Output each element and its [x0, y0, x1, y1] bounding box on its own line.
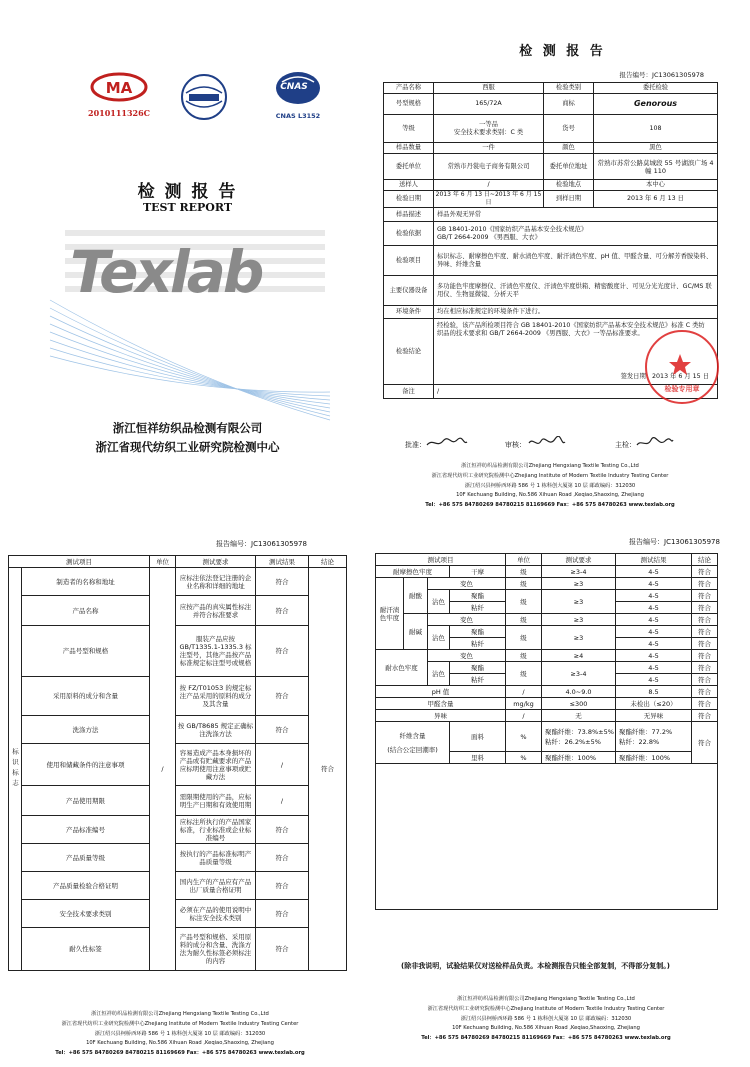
result-cell: 符合 — [256, 900, 309, 928]
item-cell: 产品标准编号 — [22, 816, 150, 844]
sub-cell: 变色 — [428, 650, 506, 662]
cell-label: 到样日期 — [544, 191, 594, 208]
grade-line-2: 安全技术要求类别：C 类 — [453, 128, 524, 136]
req-cell: 按执行的产品标准标明产品质量等级 — [176, 844, 256, 872]
sub-cell: 聚酯 — [450, 662, 506, 674]
cell-label: 环境条件 — [384, 306, 434, 319]
cert-number: 2010111326C — [88, 108, 151, 118]
cell-value: 2013 年 6 月 13 日 — [594, 191, 718, 208]
cell-label: 等级 — [384, 115, 434, 143]
cell-label: 货号 — [544, 115, 594, 143]
seal-text: 检验专用章 — [664, 385, 700, 393]
cell-label: 主要仪器设备 — [384, 276, 434, 306]
item-cell: 产品使用期限 — [22, 786, 150, 816]
cell-value: 标识标志、耐摩擦色牢度、耐水渍色牢度、耐汗渍色牢度、pH 值、甲醛含量、可分解芳香胺染料、异味、纤维含量 — [434, 246, 718, 276]
req-cell: ≥4 — [542, 650, 616, 662]
cell-value: 样品外观无异常 — [434, 208, 718, 222]
item-cell: 使用和储藏条件的注意事项 — [22, 744, 150, 786]
conclusion-text: 经检验，该产品所检项目符合 GB 18401-2010《国家纺织产品基本安全技术规范》标准 C 类纺织品的技术要求和 GB/T 2664-2009 《男西服、大衣》一等品标准要求。 — [437, 322, 705, 337]
result-cell: 符合 — [256, 568, 309, 596]
unit-cell: mg/kg — [506, 698, 542, 710]
brand-logo: Texlab — [70, 238, 262, 306]
conclusion-cell: 符合 — [692, 602, 718, 614]
cell-value: 西服 — [434, 83, 544, 94]
p3-disclaimer: (除非我说明，试验结果仅对送检样品负责。本检测报告只能全部复制，不得部分复制。) — [401, 962, 670, 970]
sub-cell: 变色 — [428, 614, 506, 626]
req-cell: ≥3 — [542, 614, 616, 626]
cover-page — [0, 0, 375, 525]
p2-label-table — [8, 555, 347, 971]
sub-cell: 面料 — [450, 722, 506, 752]
result-cell: 符合 — [256, 816, 309, 844]
header-cell: 测试要求 — [542, 554, 616, 566]
result-cell: 4-5 — [616, 602, 692, 614]
audit-signature-icon — [527, 436, 567, 450]
req-cell: 应按产品的真实属性标注并符合标准要求 — [176, 596, 256, 626]
req-cell: 服装产品应按 GB/T1335.1-1335.3 标注型号，其他产品按产品标准规定标注型号或规格 — [176, 626, 256, 677]
footer-line: 10F Kechuang Building, No.586 Xihuan Road ,Keqiao,Shaoxing, Zhejiang — [456, 492, 644, 498]
issue-date-label: 签发日期： — [620, 373, 653, 380]
fiber-res-2: 粘纤：22.8% — [619, 737, 660, 746]
sub-cell: 粘纤 — [450, 602, 506, 614]
ilac-logo — [180, 73, 228, 125]
audit-label: 审核： — [505, 441, 526, 449]
conclusion-cell: 符合 — [692, 590, 718, 602]
item-cell: 产品名称 — [22, 596, 150, 626]
grade-line-1: 一等品 — [479, 120, 498, 128]
req-cell: ≥3-4 — [542, 566, 616, 578]
req-cell: 应标注所执行的产品国家标准，行业标准或企业标准编号 — [176, 816, 256, 844]
footer-line: 浙江省现代纺织工业研究院检测中心Zhejiang Institute of Modern Textile Industry Testing Center — [61, 1021, 299, 1027]
item-cell: 制造者的名称和地址 — [22, 568, 150, 596]
basis-line-2: GB/T 2664-2009 《男西服、大衣》 — [437, 233, 541, 241]
fiber-res-1: 聚酯纤维：77.2% — [619, 727, 673, 736]
req-cell: ≤300 — [542, 698, 616, 710]
item-cell: 甲醛含量 — [376, 698, 506, 710]
cell-label: 检验项目 — [384, 246, 434, 276]
cell-label: 样品描述 — [384, 208, 434, 222]
cell-value: 均在相应标准规定的环境条件下进行。 — [434, 306, 718, 319]
footer-line: Tel：+86 575 84780269 84780215 81169669 Fax：+86 575 84780263 www.texlab.org — [55, 1050, 305, 1056]
approve-label: 批准： — [405, 441, 426, 449]
header-cell: 测试结果 — [616, 554, 692, 566]
conclusion-cell: 符合 — [692, 566, 718, 578]
sub-cell: 聚酯 — [450, 626, 506, 638]
result-cell: 符合 — [256, 716, 309, 744]
cell-value: 常熟市苏常公路莫城段 55 号湖滨广场 4 幢 110 — [594, 154, 718, 180]
unit-cell: 级 — [506, 614, 542, 626]
result-cell: 4-5 — [616, 626, 692, 638]
fiber-item-label: 纤维含量 — [399, 731, 426, 740]
cell-value: 2013 年 6 月 13 日~2013 年 6 月 15 日 — [434, 191, 544, 208]
footer-line: Tel：+86 575 84780269 84780215 81169669 Fax：+86 575 84780263 www.texlab.org — [421, 1035, 671, 1041]
sub-cell: 里料 — [450, 752, 506, 764]
req-cell: 容易造成产品本身损坏的产品或有贮藏要求的产品应标明使用注意事项或贮藏方法 — [176, 744, 256, 786]
item-cell: 产品质量检验合格证明 — [22, 872, 150, 900]
cell-label: 备注 — [384, 385, 434, 399]
issue-date-value: 2013 年 6 月 15 日 — [652, 373, 709, 380]
cell-value: 委托检验 — [594, 83, 718, 94]
sub-cell: 干摩 — [450, 566, 506, 578]
conclusion-cell: 符合 — [692, 710, 718, 722]
result-cell: 聚酯纤维：100% — [616, 752, 692, 764]
report-page-3 — [375, 525, 750, 1067]
item-cell: 耐摩擦色牢度 — [376, 566, 450, 578]
header-cell: 结论 — [309, 556, 347, 568]
cell-value: / — [434, 180, 544, 191]
unit-cell: 级 — [506, 662, 542, 686]
header-cell: 测试结果 — [256, 556, 309, 568]
cell-label: 产品名称 — [384, 83, 434, 94]
conclusion-cell: 符合 — [692, 626, 718, 638]
p1-title: 检 测 报 告 — [519, 44, 606, 59]
cell-value: 黑色 — [594, 143, 718, 154]
cell-value: 多功能色牢度摩擦仪、汗渍色牢度仪、汗渍色牢度烘箱、精密酸度计、可见分光光度计、GC/MS 联用仪、生物显微镜、分析天平 — [434, 276, 718, 306]
cell-label: 检验日期 — [384, 191, 434, 208]
result-cell: 无异味 — [616, 710, 692, 722]
footer-line: Tel：+86 575 84780269 84780215 81169669 Fax：+86 575 84780263 www.texlab.org — [425, 502, 675, 508]
company-name-2: 浙江省现代纺织工业研究院检测中心 — [95, 440, 280, 454]
blank-area — [376, 764, 718, 910]
main-label: 主检： — [615, 441, 636, 449]
item-cell: pH 值 — [376, 686, 506, 698]
sub-cell: 粘纤 — [450, 638, 506, 650]
item-cell: 异味 — [376, 710, 506, 722]
conclusion-cell: 符合 — [692, 722, 718, 764]
footer-line: 浙江省现代纺织工业研究院检测中心Zhejiang Institute of Modern Textile Industry Testing Center — [431, 473, 669, 479]
cell-label: 颜色 — [544, 143, 594, 154]
p3-report-number: 报告编号：JC13061305978 — [629, 538, 720, 546]
cell-label: 检验地点 — [544, 180, 594, 191]
p2-footer — [10, 1010, 350, 1056]
req-cell: ≥3 — [542, 590, 616, 614]
cell-value: / — [434, 385, 718, 399]
result-cell: 符合 — [256, 872, 309, 900]
item-cell: 产品质量等级 — [22, 844, 150, 872]
conclusion-cell: 符合 — [692, 578, 718, 590]
cell-label: 检验结论 — [384, 319, 434, 385]
p3-results-table — [375, 553, 718, 910]
cell-label: 检验类别 — [544, 83, 594, 94]
item-cell: 产品号型和规格 — [22, 626, 150, 677]
inspection-seal — [645, 330, 719, 404]
conclusion-cell: 符合 — [692, 662, 718, 674]
result-cell: 8.5 — [616, 686, 692, 698]
cnas-text: CNAS — [280, 82, 308, 92]
cell-value — [434, 115, 544, 143]
conclusion-cell: 符合 — [309, 568, 347, 971]
req-cell: 需限期使用的产品，应标明生产日期和有效使用期 — [176, 786, 256, 816]
result-cell: 4-5 — [616, 662, 692, 674]
cell-value: 常熟市丹裳电子商务有限公司 — [434, 154, 544, 180]
req-cell — [542, 722, 616, 752]
unit-cell: 级 — [506, 566, 542, 578]
conclusion-cell: 符合 — [692, 614, 718, 626]
result-cell: 符合 — [256, 626, 309, 677]
cell-label: 委托单位地址 — [544, 154, 594, 180]
sub-cell: 变色 — [428, 578, 506, 590]
unit-cell: / — [150, 568, 176, 971]
req-cell: ≥3-4 — [542, 662, 616, 686]
company-name-1: 浙江恒祥纺织品检测有限公司 — [112, 421, 263, 435]
header-cell: 测试项目 — [9, 556, 150, 568]
item-cell: 耐水色牢度 — [376, 650, 428, 686]
req-cell: 无 — [542, 710, 616, 722]
footer-line: 10F Kechuang Building, No.586 Xihuan Road ,Keqiao,Shaoxing, Zhejiang — [86, 1040, 274, 1046]
unit-cell: 级 — [506, 590, 542, 614]
cell-label: 商标 — [544, 94, 594, 115]
footer-line: 浙江绍兴县柯桥西环路 586 号 1 栋科创大厦第 10 层 邮政编码：312030 — [94, 1031, 266, 1037]
footer-line: 浙江恒祥纺织品检测有限公司Zhejiang Hengxiang Textile Testing Co.,Ltd — [457, 996, 635, 1002]
header-cell: 单位 — [506, 554, 542, 566]
unit-cell: 级 — [506, 578, 542, 590]
footer-line: 浙江绍兴县柯桥西环路 586 号 1 栋科创大厦第 10 层 邮政编码：312030 — [464, 483, 636, 489]
req-cell: ≥3 — [542, 626, 616, 650]
p1-footer — [385, 462, 715, 508]
conclusion-cell: 符合 — [692, 686, 718, 698]
unit-cell: 级 — [506, 650, 542, 662]
cover-title-cn: 检 测 报 告 — [137, 182, 238, 202]
cell-label: 检验依据 — [384, 222, 434, 246]
cell-label: 样品数量 — [384, 143, 434, 154]
cell-value: 本中心 — [594, 180, 718, 191]
item-cell: 耐汗渍色牢度 — [376, 578, 404, 650]
req-cell: ≥3 — [542, 578, 616, 590]
sub-cell: 粘纤 — [450, 674, 506, 686]
footer-line: 10F Kechuang Building, No.586 Xihuan Road ,Keqiao,Shaoxing, Zhejiang — [452, 1025, 640, 1031]
item-cell: 洗涤方法 — [22, 716, 150, 744]
req-cell: 按 FZ/T01053 的规定标注产品采用的原料的成分及其含量 — [176, 677, 256, 716]
req-cell: 聚酯纤维：100% — [542, 752, 616, 764]
item-cell — [376, 722, 450, 764]
conclusion-cell: 符合 — [692, 638, 718, 650]
req-cell: 4.0~9.0 — [542, 686, 616, 698]
result-cell: / — [256, 786, 309, 816]
footer-line: 浙江恒祥纺织品检测有限公司Zhejiang Hengxiang Textile Testing Co.,Ltd — [91, 1011, 269, 1017]
cell-value: 165/72A — [434, 94, 544, 115]
unit-cell: / — [506, 686, 542, 698]
footer-line: 浙江省现代纺织工业研究院检测中心Zhejiang Institute of Modern Textile Industry Testing Center — [427, 1006, 665, 1012]
cnas-code: CNAS L3152 — [275, 112, 321, 120]
footer-line: 浙江绍兴县柯桥西环路 586 号 1 栋科创大厦第 10 层 邮政编码：312030 — [460, 1016, 632, 1022]
result-cell: 未检出（≤20） — [616, 698, 692, 710]
req-cell: 按 GB/T8685 规定正确标注洗涤方法 — [176, 716, 256, 744]
req-cell: 产品号型和规格、采用原料的成分和含量、洗涤方法为耐久性标签必须标注的内容 — [176, 928, 256, 971]
result-cell: 4-5 — [616, 614, 692, 626]
sub-cell: 耐碱 — [404, 614, 428, 650]
req-cell: 必须在产品的使用说明中标注安全技术类别 — [176, 900, 256, 928]
cell-value: 108 — [594, 115, 718, 143]
item-cell: 安全技术要求类别 — [22, 900, 150, 928]
unit-cell: / — [506, 710, 542, 722]
unit-cell: % — [506, 752, 542, 764]
cover-title-en: TEST REPORT — [142, 201, 233, 214]
fiber-req-1: 聚酯纤维：73.8%±5% — [545, 727, 614, 736]
item-cell: 耐久性标签 — [22, 928, 150, 971]
result-cell: 4-5 — [616, 566, 692, 578]
result-cell: 4-5 — [616, 650, 692, 662]
conclusion-cell: 符合 — [692, 650, 718, 662]
report-page-1 — [375, 0, 750, 525]
result-cell: 4-5 — [616, 674, 692, 686]
header-cell: 结论 — [692, 554, 718, 566]
conclusion-cell: 符合 — [692, 698, 718, 710]
result-cell: 符合 — [256, 596, 309, 626]
sub-cell: 耐酸 — [404, 578, 428, 614]
result-cell: 符合 — [256, 844, 309, 872]
header-cell: 单位 — [150, 556, 176, 568]
cma-logo — [88, 70, 150, 118]
header-cell: 测试要求 — [176, 556, 256, 568]
sub-cell: 沾色 — [428, 626, 450, 650]
main-signature-icon — [635, 436, 675, 450]
cell-label: 委托单位 — [384, 154, 434, 180]
result-cell: 符合 — [256, 677, 309, 716]
result-cell: 4-5 — [616, 638, 692, 650]
svg-text:MA: MA — [105, 79, 133, 97]
sub-cell: 聚酯 — [450, 590, 506, 602]
cell-value — [594, 94, 718, 115]
p3-footer — [375, 995, 717, 1041]
cnas-logo — [268, 70, 328, 120]
item-cell: 采用原料的成分和含量 — [22, 677, 150, 716]
fiber-item-note: (结合公定回潮率) — [387, 745, 438, 754]
result-cell: / — [256, 744, 309, 786]
cma-logo-icon — [88, 70, 150, 104]
p2-report-number: 报告编号：JC13061305978 — [216, 540, 307, 548]
group-cell: 标识标志 — [9, 568, 22, 971]
basis-line-1: GB 18401-2010《国家纺织产品基本安全技术规范》 — [437, 225, 588, 233]
cell-value — [434, 222, 718, 246]
footer-line: 浙江恒祥纺织品检测有限公司Zhejiang Hengxiang Textile Testing Co.,Ltd — [461, 463, 639, 469]
unit-cell: 级 — [506, 626, 542, 650]
req-cell: 国内生产的产品应有产品出厂质量合格证明 — [176, 872, 256, 900]
result-cell: 符合 — [256, 928, 309, 971]
sub-cell: 沾色 — [428, 662, 450, 686]
approve-signature-icon — [425, 436, 469, 450]
req-cell: 应标注依法登记注册的企业名称和详细的地址 — [176, 568, 256, 596]
p1-report-number: 报告编号：JC13061305978 — [619, 71, 704, 79]
header-cell: 测试项目 — [376, 554, 506, 566]
cell-value: 一件 — [434, 143, 544, 154]
result-cell: 4-5 — [616, 578, 692, 590]
result-cell — [616, 722, 692, 752]
result-cell: 4-5 — [616, 590, 692, 602]
fiber-req-2: 粘纤：26.2%±5% — [545, 737, 601, 746]
cell-label: 号型规格 — [384, 94, 434, 115]
brand-mark: Genorous — [633, 98, 678, 108]
report-page-2 — [0, 525, 375, 1067]
cell-label: 送样人 — [384, 180, 434, 191]
ilac-mra-icon — [180, 73, 228, 121]
unit-cell: % — [506, 722, 542, 752]
conclusion-cell: 符合 — [692, 674, 718, 686]
sub-cell: 沾色 — [428, 590, 450, 614]
